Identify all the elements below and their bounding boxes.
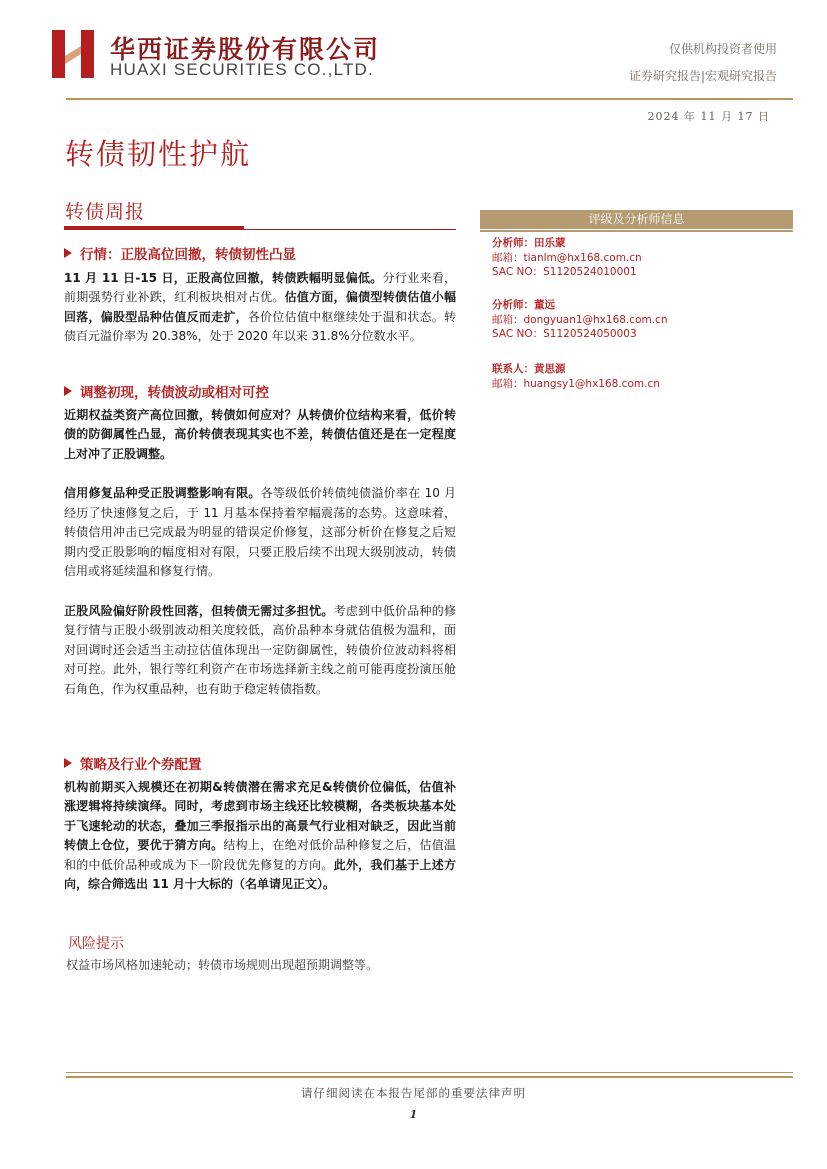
- paragraph: [64, 602, 456, 700]
- paragraph: [64, 269, 456, 347]
- header-divider: [66, 98, 793, 100]
- section-heading: 调整初现，转债波动或相对可控: [80, 385, 269, 401]
- report-date: 2024 年 11 月 17 日: [647, 110, 770, 123]
- analyst-block: [492, 236, 792, 280]
- contact-block: [492, 362, 792, 391]
- body-text: 各价位估值中枢继续处于温和状态。转债百元溢价率为 20.38%，处于 2020 年以来 31.8%分位数水平。: [64, 309, 456, 343]
- analyst-sac: SAC NO：S1120524050003: [492, 328, 637, 340]
- analyst-info-rule: [480, 230, 793, 232]
- analyst-sac: SAC NO：S1120524010001: [492, 266, 637, 278]
- body-text: 考虑到中低价品种的修复行情与正股小级别波动相关度较低，高价品种本身就估值极为温和，面对回调时还会适当主动拉估值体现出一定防御属性，转债价位波动料将相对可控。此外，银行等红利资产在市场选择新主线之前可能再度扮演压舱石角色，作为权重品种，也有助于稳定转债指数。: [64, 603, 456, 696]
- analyst-email[interactable]: 邮箱：dongyuan1@hx168.com.cn: [492, 313, 668, 326]
- body-text: 分行业来看，前期强势行业补跌，红利板块相对占优。: [64, 270, 456, 304]
- contact-email[interactable]: 邮箱：huangsy1@hx168.com.cn: [492, 377, 660, 390]
- section-market: [64, 246, 456, 347]
- analyst-info-heading: 评级及分析师信息: [480, 210, 793, 229]
- section-adjustment: [64, 384, 456, 699]
- triangle-bullet-icon: [64, 248, 72, 258]
- analyst-email[interactable]: 邮箱：tianlm@hx168.com.cn: [492, 251, 642, 264]
- paragraph: [64, 778, 456, 895]
- footer-rule: [66, 1076, 793, 1078]
- report-subtitle: 转债周报: [65, 201, 146, 223]
- analyst-name: 分析师：田乐蒙: [492, 237, 566, 249]
- body-text: 结构上，在绝对低价品种修复之后，估值温和的中低价品种或成为下一阶段优先修复的方向。: [64, 838, 456, 872]
- section-heading: 行情：正股高位回撤，转债韧性凸显: [80, 247, 296, 263]
- subtitle-rule: [244, 229, 456, 230]
- company-name-cn: 华西证券股份有限公司: [110, 35, 381, 64]
- page-number: 1: [409, 1108, 418, 1121]
- analyst-name: 分析师：董远: [492, 299, 555, 311]
- bold-text: 信用修复品种受正股调整影响有限。: [64, 486, 261, 500]
- company-name-en: HUAXI SECURITIES CO.,LTD.: [110, 60, 374, 79]
- report-title: 转债韧性护航: [65, 137, 252, 171]
- section-strategy: [64, 756, 456, 895]
- footer-rule-thin: [66, 1072, 793, 1073]
- report-category: 证券研究报告|宏观研究报告: [628, 69, 777, 83]
- subtitle-underline: [64, 226, 244, 230]
- paragraph: [64, 484, 456, 582]
- bold-text: 正股风险偏好阶段性回落，但转债无需过多担忧。: [64, 603, 334, 618]
- body-text: 各等级低价转债纯债溢价率在 10 月经历了快速修复之后，于 11 月基本保持着窄幅震荡的态势。这意味着，转债信用冲击已完成最为明显的错误定价修复，这部分析价在修复之后短期内受正股影响的幅度相对有限，只要正股后续不出现大级别波动，转债信用或将延续温和修复行情。: [64, 486, 456, 578]
- bold-text: 机构前期买入规模还在初期&转债潜在需求充足&转债价位偏低，估值补涨逻辑将持续演绎。同时，考虑到市场主线还比较模糊，各类板块基本处于飞速轮动的状态，叠加三季报指示出的高景气行业相对缺乏，因此当前转债上仓位，要优于猜方向。: [64, 779, 456, 852]
- bold-text: 11 月 11 日-15 日，正股高位回撤，转债跌幅明显偏低。: [64, 270, 383, 285]
- legal-notice: 请仔细阅读在本报告尾部的重要法律声明: [301, 1086, 526, 1100]
- bold-text: 估值方面，偏债型转债估值小幅回落，偏股型品种估值反而走扩，: [64, 290, 456, 324]
- company-logo-icon: [52, 30, 96, 78]
- triangle-bullet-icon: [64, 758, 72, 768]
- analyst-block: [492, 298, 792, 342]
- risk-heading: 风险提示: [68, 936, 124, 952]
- risk-text: 权益市场风格加速轮动；转债市场规则出现超预期调整等。: [66, 958, 379, 972]
- paragraph: 近期权益类资产高位回撤，转债如何应对？从转债价位结构来看，低价转债的防御属性凸显，高价转债表现其实也不差，转债估值还是在一定程度上对冲了正股调整。: [64, 407, 456, 461]
- bold-text: 此外，我们基于上述方向，综合筛选出 11 月十大标的（名单请见正文）。: [64, 857, 456, 891]
- triangle-bullet-icon: [64, 386, 72, 396]
- contact-name: 联系人：黄思源: [492, 363, 566, 375]
- section-heading: 策略及行业个券配置: [80, 757, 202, 773]
- audience-note: 仅供机构投资者使用: [668, 42, 777, 56]
